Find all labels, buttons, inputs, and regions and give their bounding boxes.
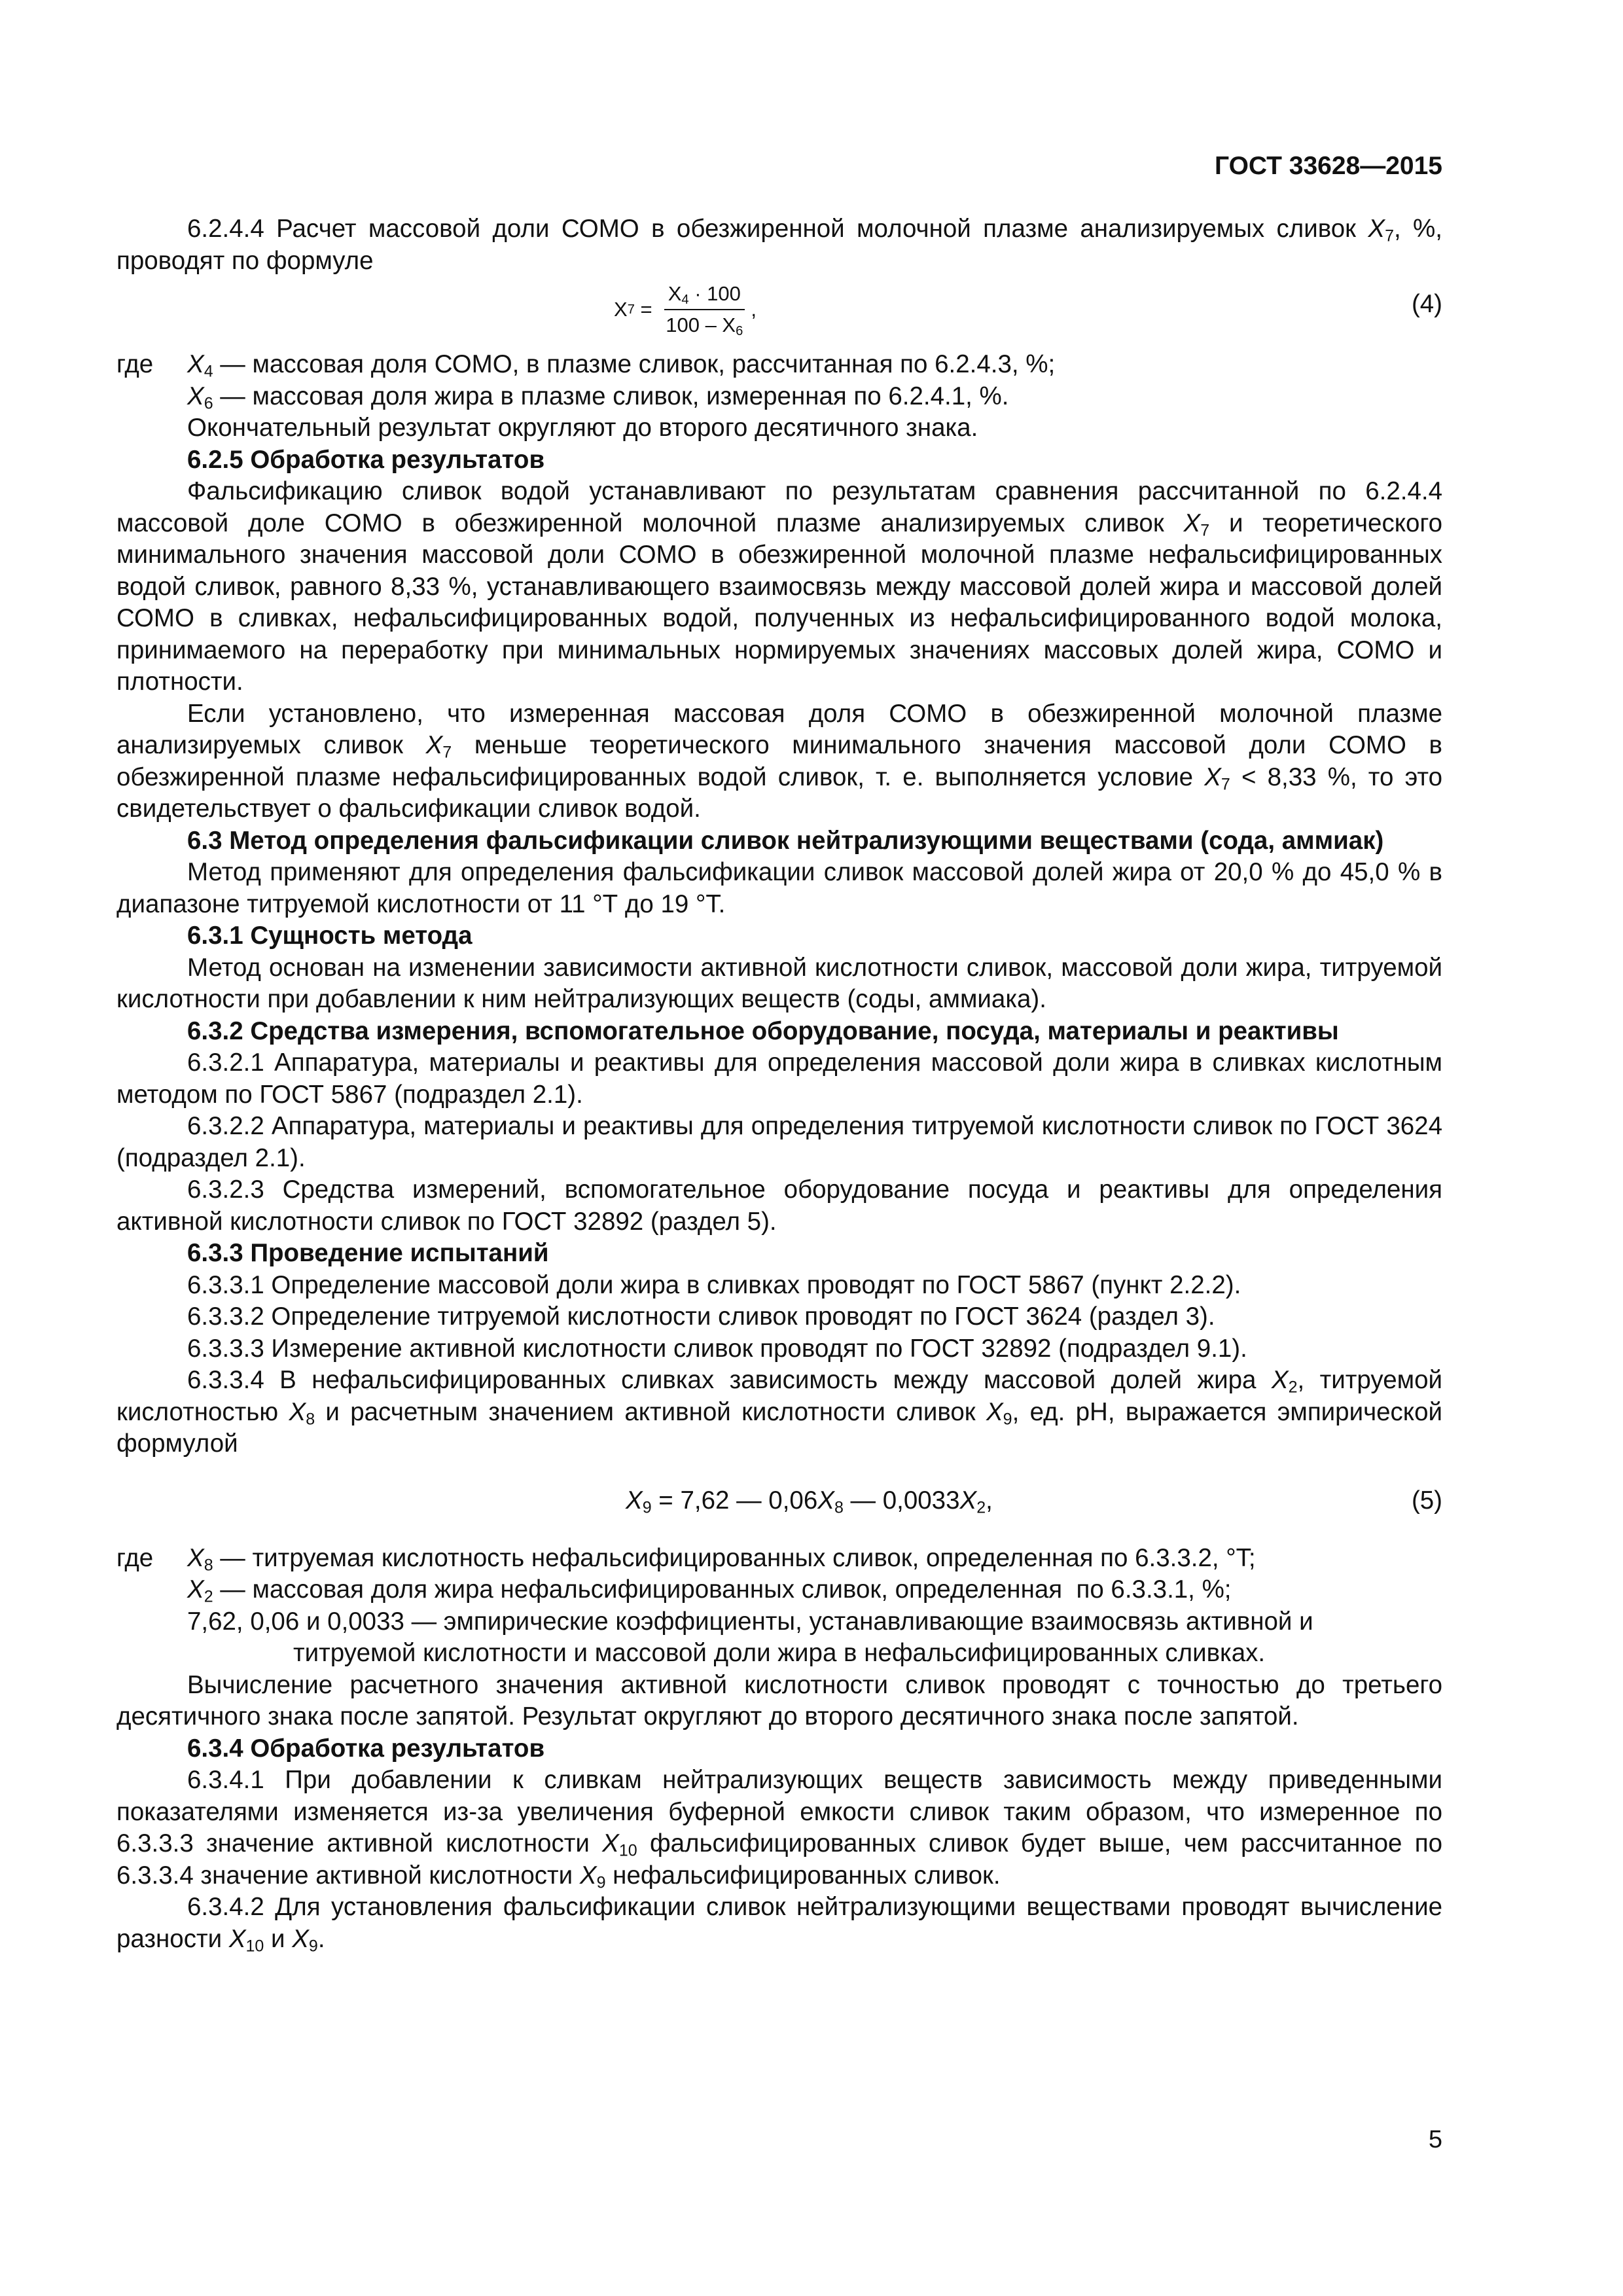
para-6-3-3-4: 6.3.3.4 В нефальсифицированных сливках зависимость между массовой долей жира $X_2$, титруемой кислотностью $X_8$ и расчетным значением активной кислотности сливок $X_9$, ед. pH, выражается эмпирической формулой <box>116 1366 1443 1458</box>
where-4-item-2: $X_6$ — массовая доля жира в плазме сливок, измеренная по 6.2.4.1, %. <box>187 382 1009 412</box>
heading-6-3: 6.3 Метод определения фальсификации сливок нейтрализующими веществами (сода, аммиак) <box>187 826 1384 855</box>
para-6-3-2-1: 6.3.2.1 Аппаратура, материалы и реактивы для определения массовой доли жира в сливках кислотным методом по ГОСТ 5867 (подраздел 2.1). <box>116 1049 1442 1109</box>
formula-4-number: (4) <box>1411 290 1442 318</box>
formula-4-fraction: $\frac{X_4 \cdot 100}{100 - X_6}$ <box>662 281 747 338</box>
page-content <box>116 213 1442 1955</box>
where-block-4: где $X_4$ — массовая доля СОМО, в плазме сливок, рассчитанная по 6.2.4.3, %; <box>116 350 1056 381</box>
heading-6-3-2: 6.3.2 Средства измерения, вспомогательное оборудование, посуда, материалы и реактивы <box>187 1016 1339 1045</box>
para-6-3-3-3: 6.3.3.3 Измерение активной кислотности сливок проводят по ГОСТ 32892 (подраздел 9.1). <box>187 1334 1247 1363</box>
para-6-3-1: Метод применяют для определения фальсификации сливок массовой долей жира от 20,0 % до 45,0 % в диапазоне титруемой кислотности от 11 °Т до 19 °Т. <box>116 858 1442 918</box>
formula-4: X 7 = $\frac{X_4 \cdot 100}{100 - X_6}$ , (4) <box>614 282 1442 339</box>
para-6-2-4-4: 6.2.4.4 Расчет массовой доли СОМО в обезжиренной молочной плазме анализируемых сливок $X_7$, %, проводят по формуле <box>116 215 1442 275</box>
heading-6-3-1: 6.3.1 Сущность метода <box>187 922 473 950</box>
formula-5: $X_9 = 7,62$ — $0,06X_8$ — $0,0033X_2$, (5) <box>626 1486 1442 1516</box>
rounding-note: Окончательный результат округляют до второго десятичного знака. <box>187 414 978 442</box>
para-6-2-5-1: Фальсификацию сливок водой устанавливают по результатам сравнения рассчитанной по 6.2.4.4 массовой доле СОМО в обезжиренной молочной плазме анализируемых сливок $X_7$ и теоретического минимального значения массовой доли СОМО в обезжиренной молочной плазме нефальсифицированных водой сливок, равного 8,33 %, устанавливающего взаимосвязь между массовой долей жира и массовой долей СОМО в сливках, нефальсифицированных водой, полученных из нефальсифицированного водой молока, принимаемого на переработку при минимальных нормируемых значениях массовых долей жира, СОМО и плотности. <box>116 477 1443 696</box>
para-6-3-2-2: 6.3.2.2 Аппаратура, материалы и реактивы для определения титруемой кислотности сливок по ГОСТ 3624 (подраздел 2.1). <box>116 1112 1442 1172</box>
standard-header: ГОСТ 33628—2015 <box>1215 152 1442 180</box>
heading-6-2-5: 6.2.5 Обработка результатов <box>187 445 545 474</box>
page-number: 5 <box>1428 2126 1442 2153</box>
heading-6-3-4: 6.3.4 Обработка результатов <box>187 1734 545 1763</box>
where-5-item-3: 7,62, 0,06 и 0,0033 — эмпирические коэффициенты, устанавливающие взаимосвязь активной и титруемой кислотности и массовой доли жира в нефальсифицированных сливках. <box>187 1607 1313 1667</box>
para-6-3-1-1: Метод основан на изменении зависимости активной кислотности сливок, массовой доли жира, титруемой кислотности при добавлении к ним нейтрализующих веществ (соды, аммиака). <box>116 953 1442 1013</box>
para-6-3-4-2: 6.3.4.2 Для установления фальсификации сливок нейтрализующими веществами проводят вычисление разности $X_{10}$ и $X_9$. <box>116 1893 1442 1955</box>
para-6-3-4-1: 6.3.4.1 При добавлении к сливкам нейтрализующих веществ зависимость между приведенными показателями изменяется из-за увеличения буферной емкости сливок таким образом, что измеренное по 6.3.3.3 значение активной кислотности $X_{10}$ фальсифицированных сливок будет выше, чем рассчитанное по 6.3.3.4 значение активной кислотности $X_9$ нефальсифицированных сливок. <box>116 1766 1442 1892</box>
formula-5-number: (5) <box>1411 1486 1442 1515</box>
heading-6-3-3: 6.3.3 Проведение испытаний <box>187 1239 549 1267</box>
para-6-3-2-3: 6.3.2.3 Средства измерений, вспомогательное оборудование посуда и реактивы для определения активной кислотности сливок по ГОСТ 32892 (раздел 5). <box>116 1175 1442 1236</box>
para-6-3-3-1: 6.3.3.1 Определение массовой доли жира в сливках проводят по ГОСТ 5867 (пункт 2.2.2). <box>187 1270 1241 1299</box>
para-6-2-5-2: Если установлено, что измеренная массовая доля СОМО в обезжиренной молочной плазме анализируемых сливок $X_7$ меньше теоретического минимального значения массовой доли СОМО в обезжиренной плазме нефальсифицированных водой сливок, т. е. выполняется условие $X_7 < 8,33$ %, то это свидетельствует о фальсификации сливок водой. <box>116 699 1442 823</box>
para-calc-precision: Вычисление расчетного значения активной кислотности сливок проводят с точностью до третьего десятичного знака после запятой. Результат округляют до второго десятичного знака после запятой. <box>116 1670 1442 1731</box>
where-block-5: где $X_8$ — титруемая кислотность нефальсифицированных сливок, определенная по 6.3.3.2, °T; <box>116 1543 1256 1574</box>
para-6-3-3-2: 6.3.3.2 Определение титруемой кислотности сливок проводят по ГОСТ 3624 (раздел 3). <box>187 1302 1215 1331</box>
where-5-item-2: $X_2$ — массовая доля жира нефальсифицированных сливок, определенная по 6.3.3.1, %; <box>187 1575 1232 1606</box>
